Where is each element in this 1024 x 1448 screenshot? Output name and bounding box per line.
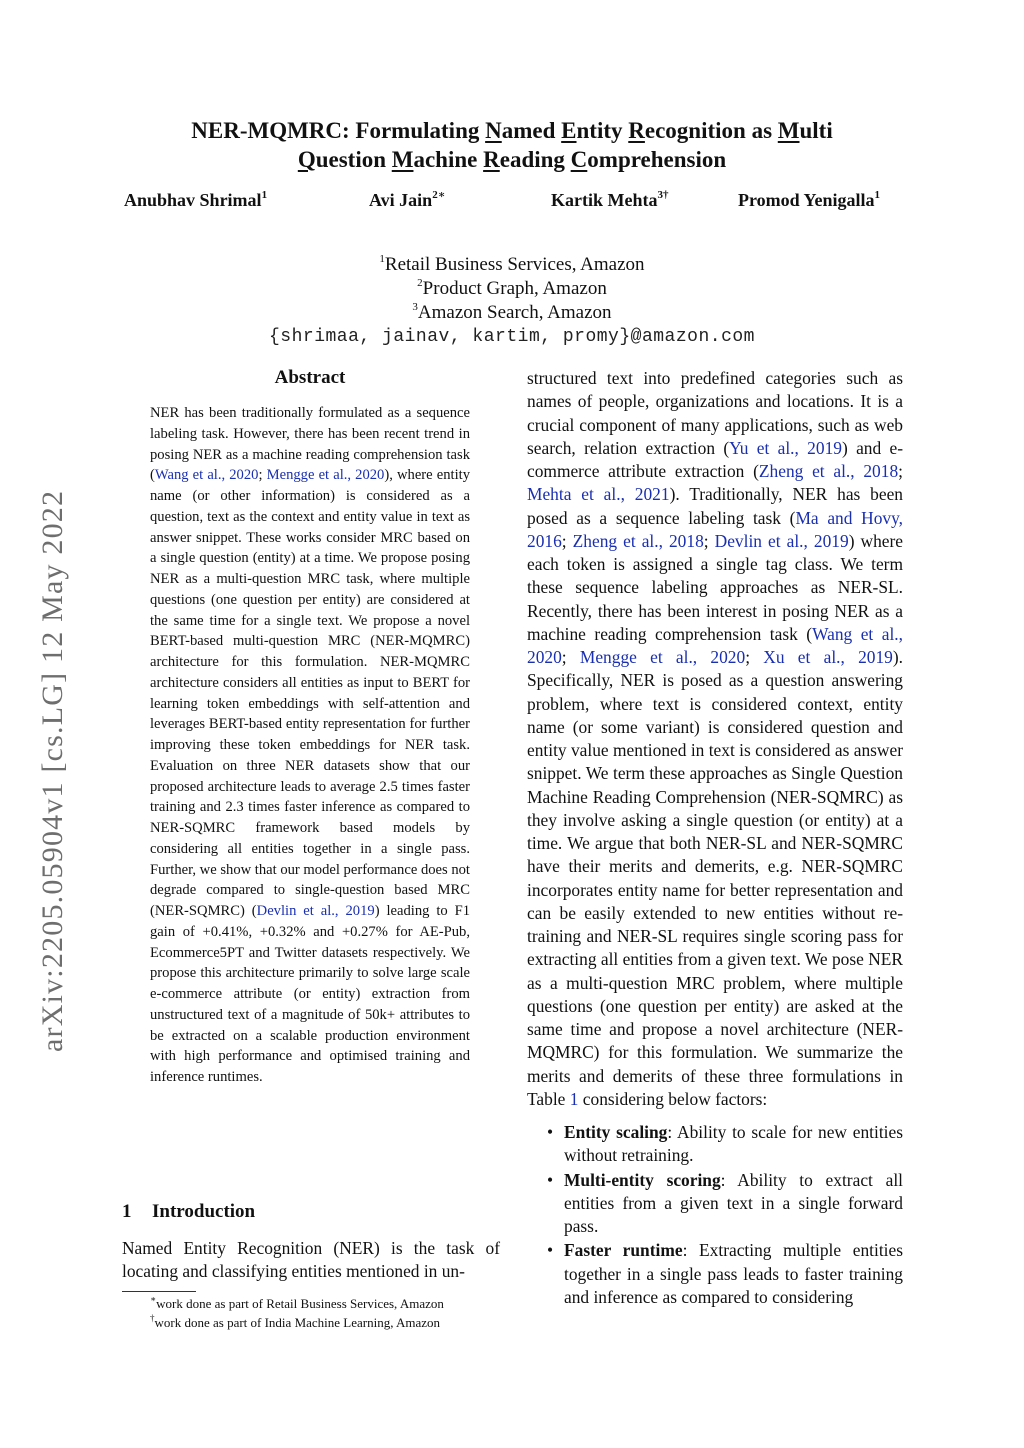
arxiv-identifier: arXiv:2205.05904v1 [cs.LG] 12 May 2022 — [36, 489, 69, 1052]
author: Anubhav Shrimal$^1$ — [124, 189, 268, 210]
affiliation: $^1$Retail Business Services, Amazon — [379, 252, 645, 275]
section-heading-introduction: 1 Introduction — [122, 1201, 256, 1222]
footnote-divider — [122, 1291, 196, 1292]
footnote: ∗work done as part of Retail Business Services, Amazon — [150, 1293, 444, 1311]
abstract-heading: Abstract — [274, 367, 346, 388]
introduction-text-right — [527, 367, 903, 1310]
paper-title — [120, 116, 904, 174]
footnotes — [150, 1294, 510, 1332]
affiliation: $^3$Amazon Search, Amazon — [412, 300, 612, 323]
introduction-text-left: Named Entity Recognition (NER) is the task of locating and classifying entities mentioned in un- — [122, 1238, 500, 1282]
abstract-body — [150, 403, 470, 1088]
citation-link[interactable]: Wang et al., 2020 — [527, 623, 903, 667]
affiliation: $^2$Product Graph, Amazon — [417, 276, 607, 299]
author: Avi Jain$^{2∗}$ — [369, 189, 446, 210]
factor-list — [527, 1121, 903, 1309]
title-line-2: Question Machine Reading Comprehension — [297, 147, 727, 172]
citation-link[interactable]: Mehta et al., 2021 — [527, 484, 670, 505]
citation-link[interactable]: Devlin et al., 2019 — [256, 903, 375, 919]
citation-link[interactable]: Mengge et al., 2020 — [266, 467, 385, 484]
footnote: †work done as part of India Machine Learning, Amazon — [150, 1312, 441, 1330]
list-item: • Entity scaling: Ability to scale for new entities without retraining. — [547, 1122, 903, 1166]
bullet-marker: • — [547, 1240, 554, 1261]
title-line-1: NER-MQMRC: Formulating Named Entity Recognition as Multi — [191, 118, 833, 143]
citation-link[interactable]: Zheng et al., 2018 — [758, 461, 899, 481]
citation-link[interactable]: Yu et al., 2019 — [729, 437, 842, 458]
bullet-marker: • — [547, 1169, 554, 1190]
abstract-paragraph: NER has been traditionally formulated as a sequence labeling task. However, there has been recent trend in posing NER as a machine reading comprehension task (Wang et al., 2020; Mengge et al., 2020), where entity name (or other information) is considered as a question, text as the context and entity value in text as answer snippet. These works consider MRC based on a single question (entity) at a time. We propose posing NER as a multi-question MRC task, where multiple questions (one question per entity) are considered at the same time for a single text. We propose a novel BERT-based multi-question MRC (NER-MQMRC) architecture for this formulation. NER-MQMRC architecture considers all entities as input to BERT for learning token embeddings with self-attention and leverages BERT-based entity representation for further improving these token embeddings for NER task. Evaluation on three NER datasets show that our proposed architecture leads to average 2.5 times faster training and 2.3 times faster inference as compared to NER-SQMRC framework based models by considering all entities together in a single pass. Further, we show that our model performance does not degrade compared to single-question based MRC (NER-SQMRC) (Devlin et al., 2019) leading to F1 gain of +0.41%, +0.32% and +0.27% for AE-Pub, Ecommerce5PT and Twitter datasets respectively. We propose this architecture primarily to solve large scale e-commerce attribute (or entity) extraction from unstructured text of a magnitude of 50k+ attributes to be extracted on a scalable production environment with high performance and optimised training and inference runtimes. — [150, 405, 471, 1085]
affiliations — [200, 253, 824, 350]
table-reference-link[interactable]: 1 — [569, 1088, 579, 1109]
author: Kartik Mehta$^{3\dagger}$ — [551, 189, 669, 210]
citation-link[interactable]: Mengge et al., 2020 — [579, 647, 746, 667]
introduction-paragraph: structured text into predefined categories such as names of people, organizations and locations. It is a crucial component of many applications, such as web search, relation extraction (Yu et al., 2019) and e-commerce attribute extraction (Zheng et al., 2018; Mehta et al., 2021). Traditionally, NER has been posed as a sequence labeling task (Ma and Hovy, 2016; Zheng et al., 2018; Devlin et al., 2019) where each token is assigned a single tag class. We term these sequence labeling approaches as NER-SL. Recently, there has been interest in posing NER as a machine reading comprehension task (Wang et al., 2020; Mengge et al., 2020; Xu et al., 2019). Specifically, NER is posed as a question answering problem, where text is considered context, entity name (or some variant) is considered question and entity value mentioned in text is considered as answer snippet. We term these approaches as Single Question Machine Reading Comprehension (NER-SQMRC) as they involve asking a single question (or entity) at a time. We argue that both NER-SL and NER-SQMRC have their merits and demerits, e.g. NER-SQMRC incorporates entity name for better representation and can be easily extended to new entities without re-training and NER-SL requires single scoring pass for extracting all entities from a given text. We pose NER as a multi-question MRC problem, where multiple questions (one question per entity) are asked at the same time and propose a novel architecture (NER-MQMRC) for this formulation. We summarize the merits and demerits of these three formulations in Table 1 considering below factors: — [527, 368, 904, 1109]
citation-link[interactable]: Xu et al., 2019 — [763, 647, 893, 667]
author-emails: {shrimaa, jainav, kartim, promy}@amazon.com — [269, 327, 755, 347]
bullet-marker: • — [547, 1122, 554, 1142]
citation-link[interactable]: Zheng et al., 2018 — [572, 530, 704, 551]
citation-link[interactable]: Devlin et al., 2019 — [714, 530, 849, 551]
citation-link[interactable]: Ma and Hovy, 2016 — [527, 507, 903, 551]
author: Promod Yenigalla$^1$ — [738, 189, 881, 210]
author-list — [0, 188, 1024, 214]
citation-link[interactable]: Wang et al., 2020 — [154, 467, 259, 484]
list-item: • Faster runtime: Extracting multiple entities together in a single pass leads to faster training and inference as compared to considering — [547, 1240, 903, 1307]
list-item: • Multi-entity scoring: Ability to extract all entities from a given text in a single forward pass. — [547, 1169, 903, 1236]
